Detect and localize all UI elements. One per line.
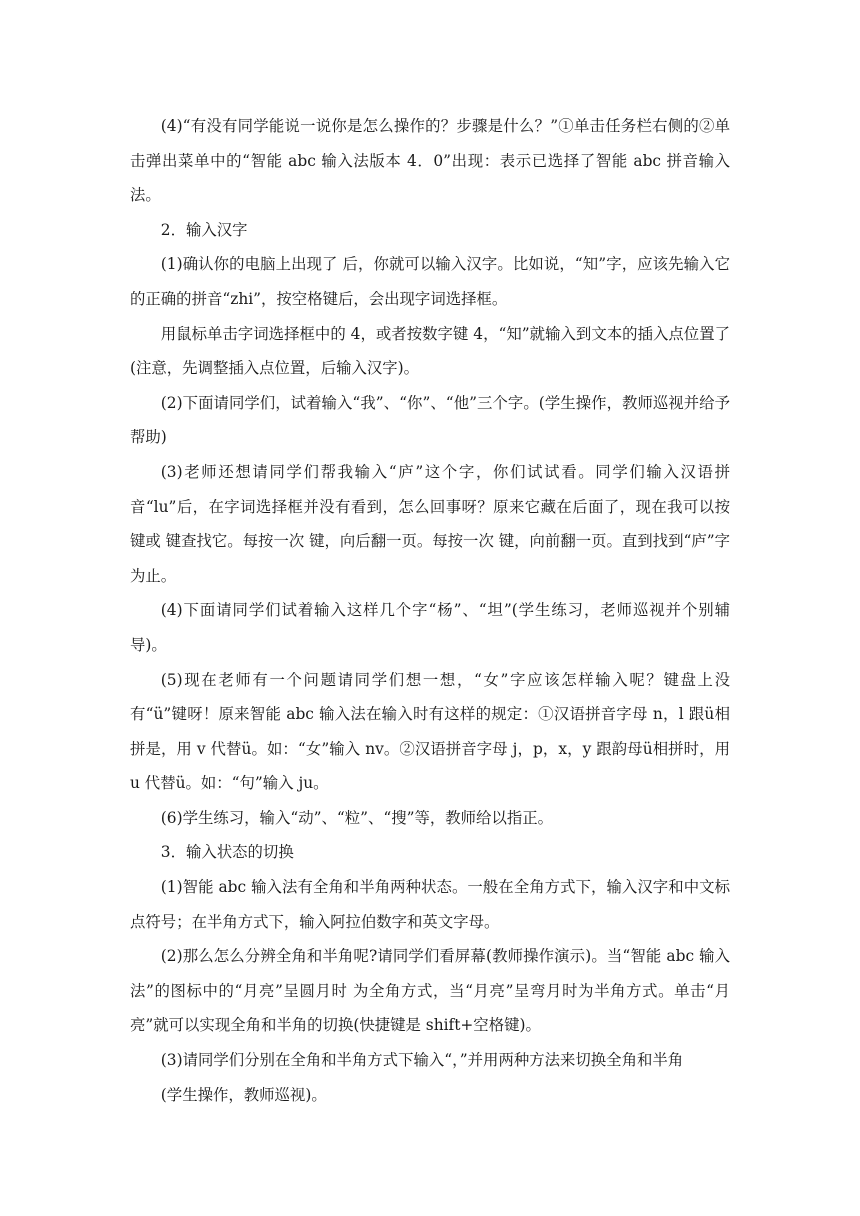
section-heading-input-state: 3．输入状态的切换 (160, 843, 294, 862)
paragraph-practice-yang-tan: (4)下面请同学们试着输入这样几个字“杨”、“坦”(学生练习，老师巡视并个别辅导)。 (130, 601, 730, 654)
document-body (130, 109, 730, 1112)
paragraph-practice-correction: (6)学生练习，输入“动”、“粒”、“搜”等，教师给以指正。 (160, 808, 554, 827)
paragraph-step4-ime-selection: (4)“有没有同学能说一说你是怎么操作的？步骤是什么？”①单击任务栏右侧的②单击弹出菜单中的“智能 abc 输入法版本 4．0”出现：表示已选择了智能 abc 拼音输入法。 (130, 117, 730, 205)
paragraph-u-umlaut-rule: (5)现在老师有一个问题请同学们想一想，“女”字应该怎样输入呢？键盘上没有“ü”键呀！原来智能 abc 输入法在输入时有这样的规定：①汉语拼音字母 n，l 跟ü相拼是，用 v 代替ü。如：“女”输入 nv。②汉语拼音字母 j，p，x，y 跟韵母ü相拼时，用 u 代替ü。如：“句”输入 ju。 (130, 670, 730, 793)
paragraph-student-operation: (学生操作，教师巡视)。 (160, 1085, 327, 1104)
paragraph-confirm-ime: (1)确认你的电脑上出现了 后，你就可以输入汉字。比如说，“知”字，应该先输入它的正确的拼音“zhi”，按空格键后，会出现字词选择框。 (130, 255, 730, 308)
paragraph-page-turning: (3)老师还想请同学们帮我输入“庐”这个字，你们试试看。同学们输入汉语拼音“lu”后，在字词选择框并没有看到，怎么回事呀？原来它藏在后面了，现在我可以按 键或 键查找它。每按一次 键，向后翻一页。每按一次 键，向前翻一页。直到找到“庐”字为止。 (130, 462, 730, 585)
section-heading-input-chinese: 2．输入汉字 (160, 220, 248, 239)
paragraph-moon-icon-switch: (2)那么怎么分辨全角和半角呢?请同学们看屏幕(教师操作演示)。当“智能 abc 输入法”的图标中的“月亮”呈圆月时 为全角方式，当“月亮”呈弯月时为半角方式。单击“月亮”就可以实现全角和半角的切换(快捷键是 shift+空格键)。 (130, 947, 730, 1035)
paragraph-practice-three-chars: (2)下面请同学们，试着输入“我”、“你”、“他”三个字。(学生操作，教师巡视并给予帮助) (130, 393, 730, 447)
paragraph-full-half-width: (1)智能 abc 输入法有全角和半角两种状态。一般在全角方式下，输入汉字和中文标点符号；在半角方式下，输入阿拉伯数字和英文字母。 (130, 878, 730, 931)
paragraph-practice-comma: (3)请同学们分别在全角和半角方式下输入“，”并用两种方法来切换全角和半角 (160, 1051, 684, 1070)
paragraph-select-candidate: 用鼠标单击字词选择框中的 4，或者按数字键 4，“知”就输入到文本的插入点位置了(注意，先调整插入点位置，后输入汉字)。 (130, 324, 730, 378)
